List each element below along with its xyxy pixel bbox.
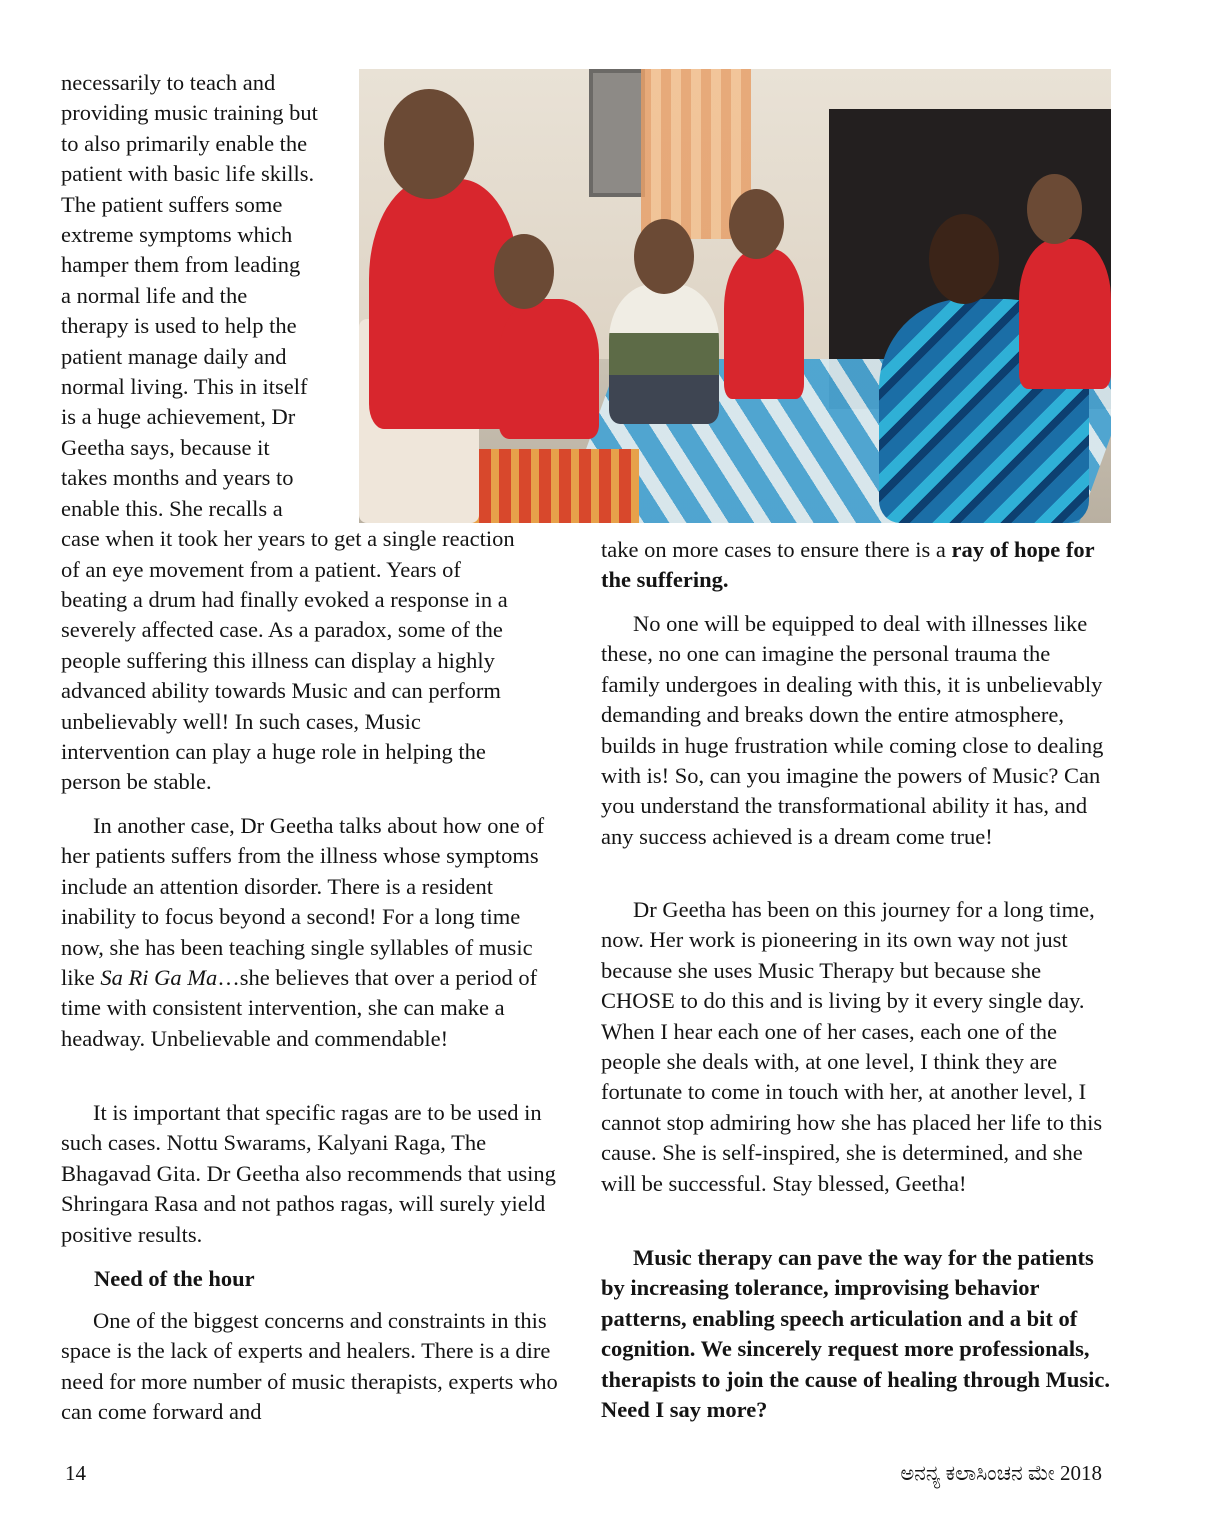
- text-line: severely affected case. As a paradox, some of the: [61, 617, 503, 643]
- text-line: patient with basic life skills.: [61, 161, 315, 187]
- paragraph-text: take on more cases to ensure there is a: [601, 537, 952, 562]
- right-paragraph-3: Dr Geetha has been on this journey for a long time, now. Her work is pioneering in its own way not just because she uses Music Therapy but because she CHOSE to do this and is living by it every single day. When I hear each one of her cases, each one of the people she deals with, at one level, I think they are fortunate to come in touch with her, at another level, I cannot stop admiring how she has placed her life to this cause. She is self-inspired, she is determined, and she will be successful. Stay blessed, Geetha!: [601, 897, 1103, 1196]
- paragraph-text: …she believes that over a period of time with consistent intervention, she can make a headway. Unbelievable and commendable!: [61, 965, 538, 1051]
- text-line: normal living. This in itself: [61, 374, 308, 400]
- left-paragraph-2: [61, 811, 567, 1054]
- text-line: patient manage daily and: [61, 343, 287, 369]
- text-line: people suffering this illness can display a highly: [61, 647, 495, 673]
- text-line: takes months and years to: [61, 465, 294, 491]
- paragraph-text: In another case, Dr Geetha talks about how one of her patients suffers from the illness whose symptoms include an attention disorder. There is a resident inability to focus beyond a second! For a long time now, she has been teaching single syllables of music like: [61, 813, 545, 991]
- text-line: hamper them from leading: [61, 252, 301, 278]
- text-line: providing music training but: [61, 100, 318, 126]
- text-line: Geetha says, because it: [61, 434, 270, 460]
- publication-title: ಅನನ್ಯ ಕಲಾಸಿಂಚನ ಮೇ 2018: [900, 1461, 1102, 1485]
- text-line: a normal life and the: [61, 282, 248, 308]
- text-line: beating a drum had finally evoked a response in a: [61, 586, 508, 612]
- text-line: necessarily to teach and: [61, 70, 276, 95]
- text-line: of an eye movement from a patient. Years of: [61, 556, 461, 582]
- text-line: therapy is used to help the: [61, 313, 297, 339]
- right-paragraph-2: No one will be equipped to deal with illnesses like these, no one can imagine the personal trauma the family undergoes in dealing with this, it is unbelievably demanding and breaks down the entire atmosphere, builds in huge frustration while coming close to dealing with is! So, can you imagine the powers of Music? Can you understand the transformational ability it has, and any success achieved is a dream come true!: [601, 611, 1104, 849]
- page-number: 14: [65, 1461, 86, 1485]
- left-paragraph-4: One of the biggest concerns and constraints in this space is the lack of experts and healers. There is a dire need for more number of music therapists, experts who can come forward and: [61, 1308, 558, 1425]
- section-heading: Need of the hour: [94, 1266, 255, 1291]
- text-line: intervention can play a huge role in helping the: [61, 738, 486, 764]
- italic-syllables: Sa Ri Ga Ma: [100, 965, 218, 991]
- text-line: advanced ability towards Music and can perform: [61, 678, 501, 704]
- text-line: extreme symptoms which: [61, 222, 293, 248]
- left-paragraph-3: It is important that specific ragas are to be used in such cases. Nottu Swarams, Kalyani Raga, The Bhagavad Gita. Dr Geetha also recommends that using Shringara Rasa and not pathos ragas, will surely yield positive results.: [61, 1100, 556, 1247]
- bold-emphasis: ray of hope for the suffering.: [601, 537, 1095, 593]
- right-paragraph-4-bold: Music therapy can pave the way for the patients by increasing tolerance, improvising behavior patterns, enabling speech articulation and a bit of cognition. We sincerely request more professionals, therapists to join the cause of healing through Music. Need I say more?: [601, 1245, 1110, 1423]
- text-line: person be stable.: [61, 769, 212, 795]
- right-paragraph-1: [601, 535, 1111, 596]
- left-paragraph-1: [61, 68, 571, 798]
- text-line: unbelievably well! In such cases, Music: [61, 708, 421, 734]
- text-line: enable this. She recalls a: [61, 495, 283, 521]
- text-line: is a huge achievement, Dr: [61, 404, 296, 430]
- text-line: to also primarily enable the: [61, 130, 308, 156]
- text-line: case when it took her years to get a single reaction: [61, 526, 515, 552]
- text-line: The patient suffers some: [61, 191, 283, 217]
